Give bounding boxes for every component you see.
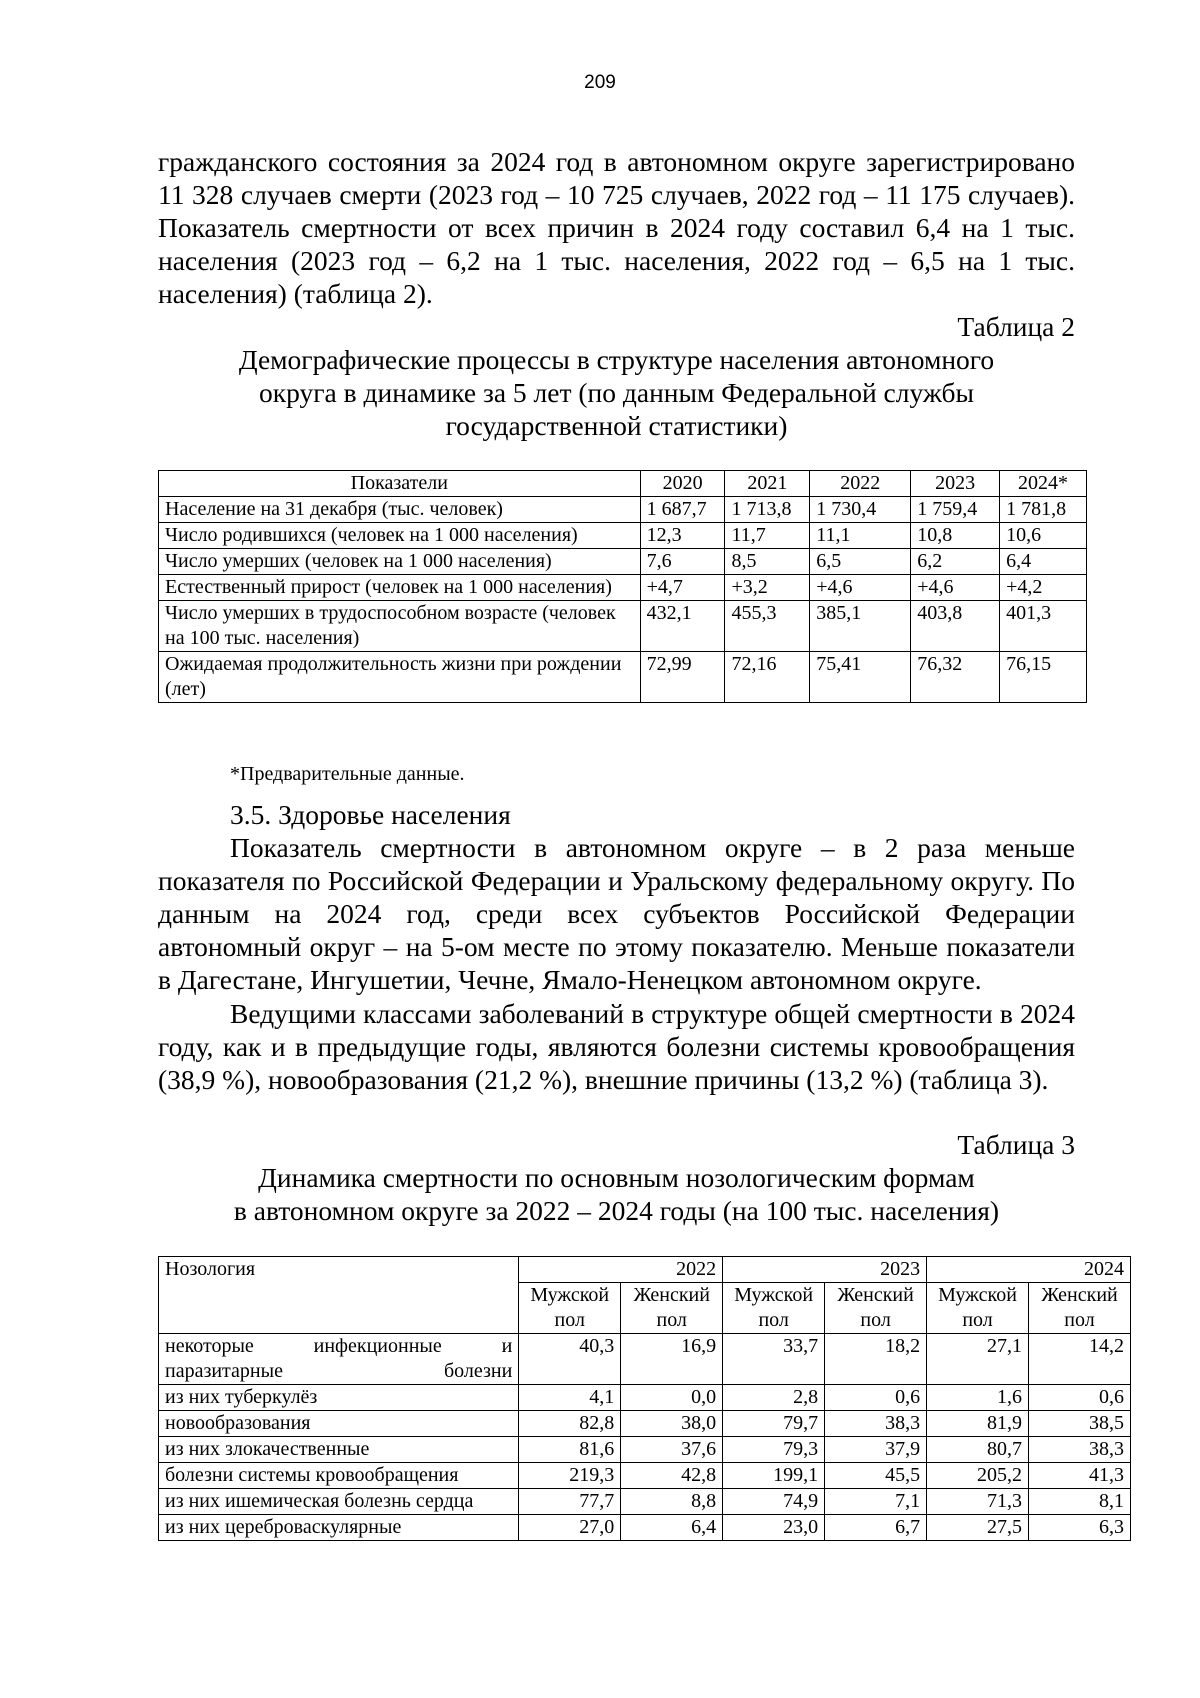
table-cell: 27,1: [927, 1334, 1029, 1385]
year-header: 2022: [519, 1257, 723, 1283]
row-label: Число родившихся (человек на 1 000 населения): [159, 523, 641, 549]
table-cell: 1 759,4: [911, 497, 1000, 523]
row-label: Естественный прирост (человек на 1 000 населения): [159, 575, 641, 601]
table2-label: Таблица 2: [957, 311, 1075, 342]
table3-title-line: в автономном округе за 2022 – 2024 годы (на 100 тыс. населения): [233, 1195, 1000, 1226]
column-header: Нозология: [159, 1257, 519, 1334]
column-header: 2024*: [1000, 471, 1087, 497]
table-cell: 6,5: [810, 549, 911, 575]
table-row: [159, 549, 1087, 575]
table-cell: 455,3: [725, 601, 810, 652]
table-cell: 205,2: [927, 1463, 1029, 1489]
table-cell: 0,0: [621, 1385, 723, 1411]
table-cell: 18,2: [825, 1334, 927, 1385]
table-cell: 10,6: [1000, 523, 1087, 549]
table3-title-line: Динамика смертности по основным нозологическим формам: [258, 1162, 975, 1193]
table-cell: 79,3: [723, 1437, 825, 1463]
row-label: некоторые инфекционные и паразитарные болезни: [159, 1334, 519, 1385]
table-cell: +4,7: [640, 575, 725, 601]
table-cell: 38,3: [825, 1411, 927, 1437]
section-heading: 3.5. Здоровье населения: [230, 799, 511, 830]
table-cell: 38,5: [1029, 1411, 1131, 1437]
table2-title-line: Демографические процессы в структуре населения автономного: [238, 344, 995, 375]
row-label: из них цереброваскулярные: [159, 1515, 519, 1541]
table-cell: 45,5: [825, 1463, 927, 1489]
table-cell: 77,7: [519, 1489, 621, 1515]
table-cell: 75,41: [810, 652, 911, 703]
table-cell: 219,3: [519, 1463, 621, 1489]
table-cell: 27,0: [519, 1515, 621, 1541]
table-row: [159, 523, 1087, 549]
mortality-table: [158, 1256, 1131, 1541]
table-cell: 38,0: [621, 1411, 723, 1437]
table-row: [159, 1437, 1131, 1463]
table2-title-line: государственной статистики): [445, 410, 788, 441]
column-header: 2023: [911, 471, 1000, 497]
table-cell: 74,9: [723, 1489, 825, 1515]
table-cell: 1 687,7: [640, 497, 725, 523]
table-cell: 7,6: [640, 549, 725, 575]
table-cell: 1 713,8: [725, 497, 810, 523]
table3-label: Таблица 3: [957, 1129, 1075, 1160]
table-cell: 11,7: [725, 523, 810, 549]
table-cell: +4,6: [810, 575, 911, 601]
year-header: 2024: [927, 1257, 1131, 1283]
table-cell: +4,2: [1000, 575, 1087, 601]
table2-footnote: *Предварительные данные.: [230, 763, 465, 785]
paragraph-disease-classes: Ведущими классами заболеваний в структуре общей смертности в 2024 году, как и в предыдущие годы, являются болезни системы кровообращения (38,9 %), новообразования (21,2 %), внешние причины (13,2 %) (таблица 3).: [158, 998, 1075, 1095]
sex-header: Мужской пол: [927, 1283, 1029, 1334]
paragraph-mortality: Показатель смертности в автономном округе – в 2 раза меньше показателя по Российской Федерации и Уральскому федеральному округу. По данным на 2024 год, среди всех субъектов Российской Федерации автономный округ – на 5-ом месте по этому показателю. Меньше показатели в Дагестане, Ингушетии, Чечне, Ямало-Ненецком автономном округе.: [158, 832, 1075, 995]
demographics-table: [158, 470, 1087, 703]
table-cell: 1,6: [927, 1385, 1029, 1411]
sex-header: Женский пол: [621, 1283, 723, 1334]
table-row: [159, 1489, 1131, 1515]
table-cell: 23,0: [723, 1515, 825, 1541]
table-cell: 0,6: [1029, 1385, 1131, 1411]
table-cell: 40,3: [519, 1334, 621, 1385]
table-cell: 6,2: [911, 549, 1000, 575]
table-cell: 1 781,8: [1000, 497, 1087, 523]
table-cell: 199,1: [723, 1463, 825, 1489]
table-cell: 33,7: [723, 1334, 825, 1385]
table-cell: 10,8: [911, 523, 1000, 549]
table-cell: 71,3: [927, 1489, 1029, 1515]
column-header: 2022: [810, 471, 911, 497]
table-cell: 8,8: [621, 1489, 723, 1515]
table3-title: [158, 1161, 1075, 1227]
table-cell: 72,99: [640, 652, 725, 703]
table-cell: 72,16: [725, 652, 810, 703]
table-cell: 38,3: [1029, 1437, 1131, 1463]
intro-paragraph: гражданского состояния за 2024 год в автономном округе зарегистрировано 11 328 случаев смерти (2023 год – 10 725 случаев, 2022 год – 11 175 случаев). Показатель смертности от всех причин в 2024 году составил 6,4 на 1 тыс. населения (2023 год – 6,2 на 1 тыс. населения, 2022 год – 6,5 на 1 тыс. населения) (таблица 2).: [158, 146, 1075, 309]
table-cell: 0,6: [825, 1385, 927, 1411]
table-row: [159, 575, 1087, 601]
table-cell: 6,7: [825, 1515, 927, 1541]
table-cell: 2,8: [723, 1385, 825, 1411]
row-label: болезни системы кровообращения: [159, 1463, 519, 1489]
table-row: [159, 1515, 1131, 1541]
table-cell: 41,3: [1029, 1463, 1131, 1489]
table2-title-line: округа в динамике за 5 лет (по данным Федеральной службы: [259, 377, 974, 408]
table-cell: 385,1: [810, 601, 911, 652]
table-row: [159, 1463, 1131, 1489]
table-row: [159, 1334, 1131, 1385]
table-row: [159, 1411, 1131, 1437]
table-cell: 27,5: [927, 1515, 1029, 1541]
page-number: 209: [584, 72, 616, 93]
table-cell: 4,1: [519, 1385, 621, 1411]
year-header: 2023: [723, 1257, 927, 1283]
table-cell: 81,6: [519, 1437, 621, 1463]
sex-header: Женский пол: [1029, 1283, 1131, 1334]
table-cell: 80,7: [927, 1437, 1029, 1463]
row-label: из них туберкулёз: [159, 1385, 519, 1411]
table-row: [159, 497, 1087, 523]
table-cell: 82,8: [519, 1411, 621, 1437]
row-label: Ожидаемая продолжительность жизни при рождении (лет): [159, 652, 641, 703]
table-row: [159, 1385, 1131, 1411]
table-cell: 401,3: [1000, 601, 1087, 652]
table-cell: 37,6: [621, 1437, 723, 1463]
column-header: 2020: [640, 471, 725, 497]
table-cell: 76,15: [1000, 652, 1087, 703]
row-label: из них ишемическая болезнь сердца: [159, 1489, 519, 1515]
row-label: Число умерших (человек на 1 000 населения): [159, 549, 641, 575]
table-cell: 8,5: [725, 549, 810, 575]
row-label: Число умерших в трудоспособном возрасте (человек на 100 тыс. населения): [159, 601, 641, 652]
table-cell: 79,7: [723, 1411, 825, 1437]
table-row: [159, 652, 1087, 703]
sex-header: Женский пол: [825, 1283, 927, 1334]
table-cell: 11,1: [810, 523, 911, 549]
table-cell: 16,9: [621, 1334, 723, 1385]
table-cell: 42,8: [621, 1463, 723, 1489]
row-label: из них злокачественные: [159, 1437, 519, 1463]
row-label: Население на 31 декабря (тыс. человек): [159, 497, 641, 523]
table-cell: 432,1: [640, 601, 725, 652]
table-cell: 403,8: [911, 601, 1000, 652]
column-header: Показатели: [159, 471, 641, 497]
table-cell: 1 730,4: [810, 497, 911, 523]
row-label: новообразования: [159, 1411, 519, 1437]
table-cell: 37,9: [825, 1437, 927, 1463]
table-cell: 6,3: [1029, 1515, 1131, 1541]
sex-header: Мужской пол: [723, 1283, 825, 1334]
table-cell: 8,1: [1029, 1489, 1131, 1515]
table-cell: 6,4: [1000, 549, 1087, 575]
table-cell: 6,4: [621, 1515, 723, 1541]
table-cell: 76,32: [911, 652, 1000, 703]
sex-header: Мужской пол: [519, 1283, 621, 1334]
table-cell: 81,9: [927, 1411, 1029, 1437]
table-cell: 14,2: [1029, 1334, 1131, 1385]
table-cell: 7,1: [825, 1489, 927, 1515]
table-cell: 12,3: [640, 523, 725, 549]
column-header: 2021: [725, 471, 810, 497]
table-cell: +4,6: [911, 575, 1000, 601]
table-cell: +3,2: [725, 575, 810, 601]
table-row: [159, 601, 1087, 652]
table2-title: [158, 343, 1075, 442]
